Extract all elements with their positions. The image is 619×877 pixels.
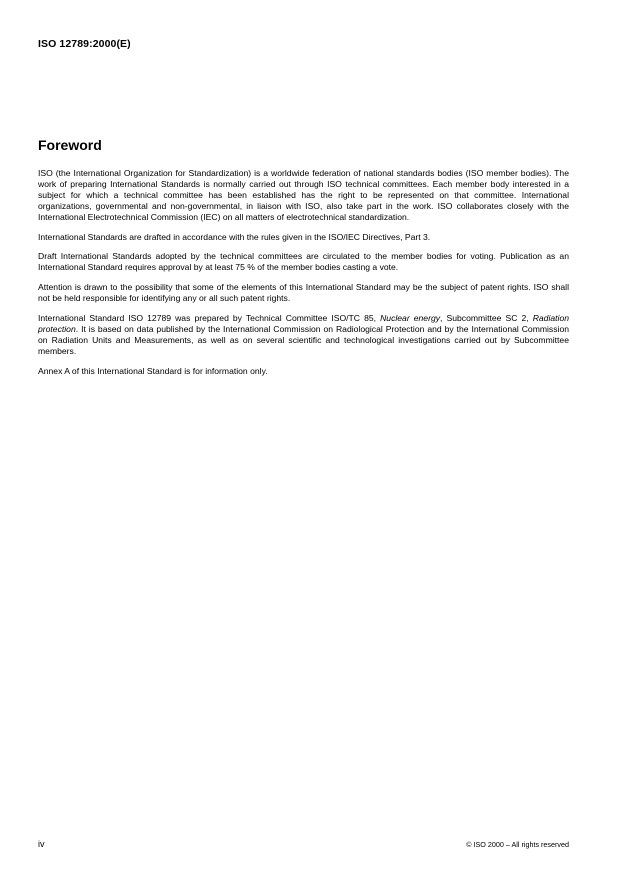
section-title: Foreword xyxy=(38,137,102,153)
page-number: iv xyxy=(38,839,45,849)
paragraph-annex-note: Annex A of this International Standard is for information only. xyxy=(38,365,268,376)
paragraph-drafting-rules: International Standards are drafted in accordance with the rules given in the ISO/IEC Directives, Part 3. xyxy=(38,231,431,242)
foreword-body xyxy=(38,168,569,386)
copyright-notice: © ISO 2000 – All rights reserved xyxy=(466,840,569,849)
preparation-text-3: . It is based on data published by the International Commission on Radiological Protection and by the International Commission on Radiation Units and Measurements, as well as on several scientific and technological investigations carried out by Subcommittee members. xyxy=(38,323,569,356)
paragraph-preparation xyxy=(38,313,569,357)
paragraph-voting: Draft International Standards adopted by the technical committees are circulated to the member bodies for voting. Publication as an International Standard requires approval by at least 75 % of the member bodies casting a vote. xyxy=(38,251,569,273)
preparation-text-1: International Standard ISO 12789 was prepared by Technical Committee ISO/TC 85, xyxy=(38,313,381,324)
committee-name: Nuclear energy xyxy=(380,313,441,324)
preparation-text-2: , Subcommittee SC 2, xyxy=(440,313,533,324)
paragraph-iso-description: ISO (the International Organization for Standardization) is a worldwide federation of national standards bodies (ISO member bodies). The work of preparing International Standards is normally carried out through ISO technical committees. Each member body interested in a subject for which a technical committee has been established has the right to be represented on that committee. International organizations, governmental and non-governmental, in liaison with ISO, also take part in the work. ISO collaborates closely with the International Electrotechnical Commission (IEC) on all matters of electrotechnical standardization. xyxy=(38,168,569,222)
paragraph-patent-rights: Attention is drawn to the possibility that some of the elements of this International Standard may be the subject of patent rights. ISO shall not be held responsible for identifying any or all such patent rights. xyxy=(38,282,569,304)
document-id-header: ISO 12789:2000(E) xyxy=(38,38,131,50)
subcommittee-name: Radiation protection xyxy=(38,313,569,334)
